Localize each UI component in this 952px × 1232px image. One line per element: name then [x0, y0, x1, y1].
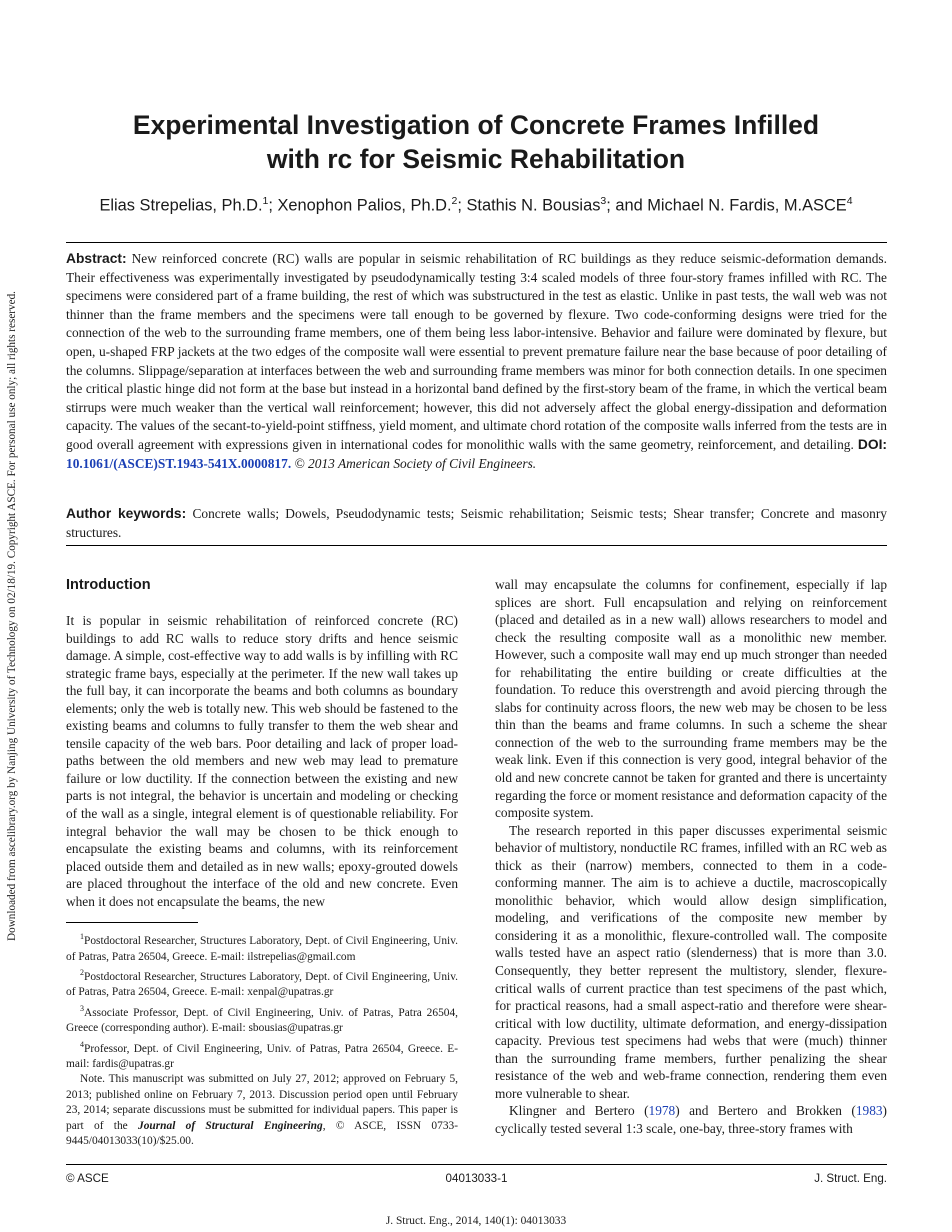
footer-page-id: 04013033-1	[445, 1172, 508, 1185]
footnote-mark: 3	[80, 1003, 84, 1013]
footer-journal: J. Struct. Eng.	[814, 1172, 887, 1185]
abstract	[66, 250, 887, 473]
footnote-text: Postdoctoral Researcher, Structures Laboratory, Dept. of Civil Engineering, Univ. of Patras, Patra 26504, Greece. E-mail: ilstrepelias@gmail.com	[66, 935, 458, 963]
paragraph-text: ) cyclically tested several 1:3 scale, one-bay, three-story frames with	[495, 1103, 887, 1136]
body-paragraph: The research reported in this paper discusses experimental seismic behavior of multistory, nonductile RC frames, infilled with an RC web as thick as their (narrow) members, connected to them in a code-conforming manner. The aim is to achieve a ductile, macroscopically monolithic behavior, which would allow design simplification, modeling, and verifications of the composite new member by considering it as a monolithic, flexure-controlled wall. The composite walls tested have an aspect ratio (slenderness) that is more than 3.0. Consequently, they better represent the multistory, slender, flexure-critical walls of current practice than test specimens of the past which, for practical reasons, had a small aspect-ratio and therefore were shear-critical with low ductility, ultimate deformation, and energy-dissipation capacity. Previous test specimens had webs that were (much) thinner than the surrounding frame members, further penalizing the shear resistance of the web and web-frame connection, rendering them even more vulnerable to shear.	[495, 822, 887, 1101]
footnote-mark: 1	[80, 932, 84, 942]
footnote-mark: 2	[80, 968, 84, 978]
footnote-text: Professor, Dept. of Civil Engineering, Univ. of Patras, Patra 26504, Greece. E-mail: fardis@upatras.gr	[66, 1042, 458, 1070]
note-text: , © ASCE, ISSN 0733-9445/04013033(10)/$25.00.	[66, 1119, 458, 1148]
footnote-text: Associate Professor, Dept. of Civil Engineering, Univ. of Patras, Patra 26504, Greece (corresponding author). E-mail: sbousias@upatras.gr	[66, 1006, 458, 1035]
paragraph-text: ) and Bertero and Brokken (	[675, 1103, 856, 1119]
keywords-text: Concrete walls; Dowels, Pseudodynamic tests; Seismic rehabilitation; Seismic tests; Shear transfer; Concrete and masonry structures.	[66, 506, 887, 540]
reference-link[interactable]: 1983	[855, 1103, 883, 1119]
abstract-label: Abstract:	[66, 251, 127, 266]
footnote-rule	[66, 922, 198, 923]
manuscript-note	[66, 1072, 458, 1150]
author-separator: ;	[268, 196, 278, 215]
paper-title	[80, 108, 872, 176]
footer-publisher: © ASCE	[66, 1172, 109, 1185]
footnote-2	[66, 965, 458, 1001]
download-notice-text: Downloaded from ascelibrary.org by Nanjing University of Technology on 02/18/19. Copyright ASCE. For personal use only; all rights reserved.	[6, 291, 18, 941]
right-column	[495, 576, 887, 1138]
author-separator: ;	[457, 196, 467, 215]
author-list	[40, 190, 912, 216]
footnote-4	[66, 1037, 458, 1073]
keywords-bottom-rule	[66, 545, 887, 546]
footnote-mark: 4	[80, 1039, 84, 1049]
left-column	[66, 576, 458, 1150]
footnote-1	[66, 929, 458, 965]
title-line-1: Experimental Investigation of Concrete Frames Infilled	[132, 110, 820, 140]
doi-label: DOI:	[857, 436, 887, 452]
reference-link[interactable]: 1978	[648, 1103, 676, 1119]
author-name: Elias Strepelias, Ph.D.	[99, 196, 263, 215]
author-affiliation-mark: 1	[262, 195, 269, 207]
author-affiliation-mark: 4	[846, 195, 853, 207]
footnote-3	[66, 1001, 458, 1037]
author-affiliation-mark: 2	[451, 195, 458, 207]
copyright-line: © 2013 American Society of Civil Engineers.	[294, 455, 537, 471]
abstract-top-rule	[66, 242, 887, 243]
author-separator: ; and	[606, 196, 648, 215]
author-keywords	[66, 505, 887, 542]
abstract-text: New reinforced concrete (RC) walls are popular in seismic rehabilitation of RC buildings as they reduce seismic-deformation demands. Their effectiveness was experimentally investigated by pseudodynamically testing 3:4 scaled models of three four-story frames infilled with RC. The specimens were considered part of a frame building, the rest of which was substructured in the test as elastic. Unlike in past tests, the wall web was not thinner than the frame members and the specimens were tall enough to be governed by flexure. Two code-conforming designs were tried for the connection of the web to the surrounding frame members, one of them being less labor-intensive. Behavior and failure were dominated by flexure, but open, u-shaped FRP jackets at the two edges of the composite wall were essential to prevent premature failure near the base because of poor detailing of the columns. Slippage/separation at interfaces between the web and surrounding frame members was minor for both connection details. In one specimen the critical plastic hinge did not form at the base but instead in a horizontal band defined by the first-story beam of the frame, in which the vertical beam stirrups were much weaker than the vertical wall reinforcement; however, this did not adversely affect the global energy-dissipation and deformation capacity. The values of the secant-to-yield-point stiffness, yield moment, and ultimate chord rotation of the composite walls inferred from the tests are in good overall agreement with expressions given in international codes for monolithic walls with the same geometry, reinforcement, and detailing.	[66, 251, 887, 452]
footer-rule	[66, 1164, 887, 1165]
journal-name: Journal of Structural Engineering	[138, 1119, 323, 1132]
doi-link[interactable]: 10.1061/(ASCE)ST.1943-541X.0000817.	[66, 455, 292, 471]
note-text: Note. This manuscript was submitted on July 27, 2012; approved on February 5, 2013; published online on February 7, 2013. Discussion period open until February 23, 2014; separate discussions must be submitted for individual papers. This paper is part of the	[66, 1073, 458, 1132]
author-name: Xenophon Palios, Ph.D.	[277, 196, 452, 215]
title-line-2: with rc for Seismic Rehabilitation	[266, 144, 686, 174]
author-affiliation-mark: 3	[600, 195, 607, 207]
author-name: Stathis N. Bousias	[466, 196, 601, 215]
author-name: Michael N. Fardis, M.ASCE	[647, 196, 847, 215]
download-notice-sidebar	[0, 0, 24, 1232]
body-paragraph: It is popular in seismic rehabilitation of reinforced concrete (RC) buildings to add RC walls to reduce story drifts and hence seismic damage. A simple, cost-effective way to add walls is by infilling with RC strategic frame bays, especially at the perimeter. If the new wall takes up the full bay, it can incorporate the beams and both columns as boundary elements; only the web is totally new. This web should be fastened to the existing beams and columns to fully transfer to them the web shear and tensile capacity of the web bars. Poor detailing and lack of proper load-paths between the old members and new web may lead to premature failure or low ductility. If the connection between the existing and new parts is not integral, the behavior is uncertain and modeling or checking of the wall as a single, integral element is of questionable reliability. For integral behavior the wall may be chosen to be thick enough to encapsulate the existing beams and columns, with its reinforcement placed outside them and detailed as in new walls; epoxy-grouted dowels are placed throughout the interface of the old and new concrete. Even when it does not encapsulate the beams, the new	[66, 613, 458, 909]
keywords-label: Author keywords:	[66, 506, 187, 521]
paragraph-text: Klingner and Bertero (	[509, 1103, 649, 1119]
body-paragraph: wall may encapsulate the columns for confinement, especially if lap splices are short. Full encapsulation and relying on reinforcement (placed and detailed as in a new wall) allows researchers to model and check the resulting composite wall as a monolithic new member. However, such a composite wall may end up much stronger than needed for rehabilitating the entire building or create difficulties at the foundation. To reduce this overstrength and avoid piercing through the slabs for continuity across floors, the new web may be chosen to be less thin than the beams and frame columns. In such a scheme the shear connection of the web to the surrounding frame members may be the weak link. Even if this connection is very good, integral behavior of the old and new concrete cannot be taken for granted and there is uncertainty regarding the force or moment resistance and deformation capacity of the composite system.	[495, 577, 887, 821]
footnote-text: Postdoctoral Researcher, Structures Laboratory, Dept. of Civil Engineering, Univ. of Patras, Patra 26504, Greece. E-mail: xenpal@upatras.gr	[66, 970, 458, 999]
body-paragraph	[495, 1102, 887, 1137]
section-heading-introduction: Introduction	[66, 577, 151, 593]
citation-line: J. Struct. Eng., 2014, 140(1): 04013033	[385, 1215, 567, 1227]
